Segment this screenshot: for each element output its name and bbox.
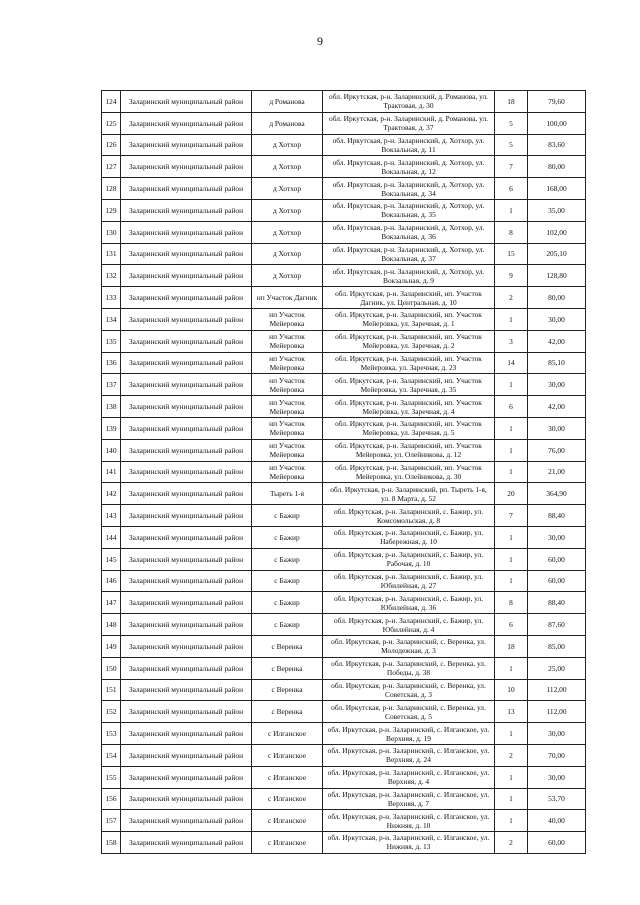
area-cell: 40,00 (528, 810, 586, 832)
quantity-cell: 14 (495, 352, 528, 374)
quantity-cell: 5 (495, 112, 528, 134)
settlement-cell: с Веренка (252, 657, 323, 679)
district-cell: Заларинский муниципальный район (121, 701, 252, 723)
settlement-cell: нп Участок Мейеровка (252, 417, 323, 439)
area-cell: 85,00 (528, 635, 586, 657)
district-cell: Заларинский муниципальный район (121, 91, 252, 113)
row-number-cell: 152 (102, 701, 121, 723)
row-number-cell: 158 (102, 832, 121, 854)
settlement-cell: нп Участок Мейеровка (252, 352, 323, 374)
area-cell: 35,00 (528, 199, 586, 221)
address-cell: обл. Иркутская, р-н. Заларинский, с. Веренка, ул. Молодежная, д. 3 (323, 635, 495, 657)
row-number-cell: 136 (102, 352, 121, 374)
area-cell: 168,00 (528, 178, 586, 200)
settlement-cell: д Романова (252, 112, 323, 134)
address-cell: обл. Иркутская, р-н. Заларинский, рп. Тыреть 1-я, ул. 8 Марта, д. 52 (323, 483, 495, 505)
settlement-cell: д Хотхор (252, 156, 323, 178)
row-number-cell: 156 (102, 788, 121, 810)
table-row (102, 461, 586, 483)
address-cell: обл. Иркутская, р-н. Заларинский, с. Веренка, ул. Советская, д. 3 (323, 679, 495, 701)
address-cell: обл. Иркутская, р-н. Заларинский, нп. Участок Мейеровка, ул. Олейникова, д. 12 (323, 439, 495, 461)
area-cell: 88,40 (528, 592, 586, 614)
area-cell: 70,00 (528, 744, 586, 766)
settlement-cell: с Бажир (252, 505, 323, 527)
quantity-cell: 8 (495, 592, 528, 614)
settlement-cell: д Хотхор (252, 134, 323, 156)
district-cell: Заларинский муниципальный район (121, 635, 252, 657)
area-cell: 112,00 (528, 679, 586, 701)
settlement-cell: с Илганское (252, 810, 323, 832)
row-number-cell: 130 (102, 221, 121, 243)
settlement-cell: с Илганское (252, 766, 323, 788)
table-row (102, 548, 586, 570)
settlement-cell: с Веренка (252, 679, 323, 701)
area-cell: 30,00 (528, 526, 586, 548)
settlement-cell: д Хотхор (252, 221, 323, 243)
settlement-cell: нп Участок Мейеровка (252, 396, 323, 418)
row-number-cell: 143 (102, 505, 121, 527)
row-number-cell: 129 (102, 199, 121, 221)
table-row (102, 766, 586, 788)
table-row (102, 832, 586, 854)
settlement-cell: нп Участок Дагник (252, 287, 323, 309)
district-cell: Заларинский муниципальный район (121, 287, 252, 309)
settlement-cell: с Илганское (252, 744, 323, 766)
district-cell: Заларинский муниципальный район (121, 679, 252, 701)
registry-table (101, 90, 586, 854)
settlement-cell: с Бажир (252, 614, 323, 636)
quantity-cell: 5 (495, 134, 528, 156)
row-number-cell: 145 (102, 548, 121, 570)
row-number-cell: 141 (102, 461, 121, 483)
address-cell: обл. Иркутская, р-н. Заларинский, с. Илганское, ул. Нижняя, д. 10 (323, 810, 495, 832)
area-cell: 30,00 (528, 374, 586, 396)
row-number-cell: 132 (102, 265, 121, 287)
table-row (102, 396, 586, 418)
table-row (102, 352, 586, 374)
district-cell: Заларинский муниципальный район (121, 352, 252, 374)
district-cell: Заларинский муниципальный район (121, 199, 252, 221)
address-cell: обл. Иркутская, р-н. Заларинский, нп. Участок Дагник, ул. Центральная, д. 10 (323, 287, 495, 309)
quantity-cell: 1 (495, 570, 528, 592)
row-number-cell: 150 (102, 657, 121, 679)
district-cell: Заларинский муниципальный район (121, 766, 252, 788)
table-row (102, 788, 586, 810)
district-cell: Заларинский муниципальный район (121, 265, 252, 287)
area-cell: 80,00 (528, 156, 586, 178)
table-row (102, 679, 586, 701)
quantity-cell: 1 (495, 199, 528, 221)
table-row (102, 156, 586, 178)
row-number-cell: 140 (102, 439, 121, 461)
settlement-cell: д Хотхор (252, 243, 323, 265)
table-row (102, 330, 586, 352)
table-row (102, 614, 586, 636)
area-cell: 30,00 (528, 308, 586, 330)
address-cell: обл. Иркутская, р-н. Заларинский, д. Хотхор, ул. Вокзальная, д. 12 (323, 156, 495, 178)
address-cell: обл. Иркутская, р-н. Заларинский, д. Хотхор, ул. Вокзальная, д. 9 (323, 265, 495, 287)
table-row (102, 112, 586, 134)
quantity-cell: 1 (495, 766, 528, 788)
table-row (102, 592, 586, 614)
row-number-cell: 135 (102, 330, 121, 352)
table-row (102, 265, 586, 287)
table-row (102, 287, 586, 309)
quantity-cell: 1 (495, 723, 528, 745)
row-number-cell: 157 (102, 810, 121, 832)
address-cell: обл. Иркутская, р-н. Заларинский, с. Бажир, ул. Набережная, д. 10 (323, 526, 495, 548)
quantity-cell: 18 (495, 91, 528, 113)
table-row (102, 570, 586, 592)
table-row (102, 701, 586, 723)
row-number-cell: 137 (102, 374, 121, 396)
address-cell: обл. Иркутская, р-н. Заларинский, д. Хотхор, ул. Вокзальная, д. 37 (323, 243, 495, 265)
quantity-cell: 2 (495, 287, 528, 309)
address-cell: обл. Иркутская, р-н. Заларинский, д. Хотхор, ул. Вокзальная, д. 34 (323, 178, 495, 200)
quantity-cell: 6 (495, 178, 528, 200)
address-cell: обл. Иркутская, р-н. Заларинский, с. Бажир, ул. Юбилейная, д. 36 (323, 592, 495, 614)
address-cell: обл. Иркутская, р-н. Заларинский, с. Илганское, ул. Верхняя, д. 19 (323, 723, 495, 745)
row-number-cell: 153 (102, 723, 121, 745)
quantity-cell: 1 (495, 657, 528, 679)
district-cell: Заларинский муниципальный район (121, 592, 252, 614)
district-cell: Заларинский муниципальный район (121, 505, 252, 527)
address-cell: обл. Иркутская, р-н. Заларинский, с. Илганское, ул. Верхняя, д. 24 (323, 744, 495, 766)
district-cell: Заларинский муниципальный район (121, 156, 252, 178)
address-cell: обл. Иркутская, р-н. Заларинский, с. Бажир, ул. Комсомольская, д. 8 (323, 505, 495, 527)
table-row (102, 417, 586, 439)
table-row (102, 723, 586, 745)
row-number-cell: 154 (102, 744, 121, 766)
quantity-cell: 20 (495, 483, 528, 505)
table-row (102, 178, 586, 200)
area-cell: 112,00 (528, 701, 586, 723)
district-cell: Заларинский муниципальный район (121, 744, 252, 766)
settlement-cell: нп Участок Мейеровка (252, 308, 323, 330)
settlement-cell: д Хотхор (252, 178, 323, 200)
district-cell: Заларинский муниципальный район (121, 221, 252, 243)
quantity-cell: 9 (495, 265, 528, 287)
row-number-cell: 138 (102, 396, 121, 418)
row-number-cell: 149 (102, 635, 121, 657)
table-row (102, 91, 586, 113)
address-cell: обл. Иркутская, р-н. Заларинский, с. Бажир, ул. Юбилейная, д. 4 (323, 614, 495, 636)
district-cell: Заларинский муниципальный район (121, 723, 252, 745)
address-cell: обл. Иркутская, р-н. Заларинский, нп. Участок Мейеровка, ул. Заречная, д. 4 (323, 396, 495, 418)
area-cell: 100,00 (528, 112, 586, 134)
district-cell: Заларинский муниципальный район (121, 112, 252, 134)
row-number-cell: 124 (102, 91, 121, 113)
district-cell: Заларинский муниципальный район (121, 396, 252, 418)
district-cell: Заларинский муниципальный район (121, 570, 252, 592)
table-row (102, 526, 586, 548)
district-cell: Заларинский муниципальный район (121, 832, 252, 854)
settlement-cell: д Хотхор (252, 265, 323, 287)
address-cell: обл. Иркутская, р-н. Заларинский, с. Веренка, ул. Советская, д. 5 (323, 701, 495, 723)
area-cell: 21,00 (528, 461, 586, 483)
area-cell: 205,10 (528, 243, 586, 265)
quantity-cell: 8 (495, 221, 528, 243)
quantity-cell: 6 (495, 614, 528, 636)
address-cell: обл. Иркутская, р-н. Заларинский, д. Хотхор, ул. Вокзальная, д. 35 (323, 199, 495, 221)
district-cell: Заларинский муниципальный район (121, 548, 252, 570)
row-number-cell: 146 (102, 570, 121, 592)
address-cell: обл. Иркутская, р-н. Заларинский, нп. Участок Мейеровка, ул. Заречная, д. 5 (323, 417, 495, 439)
district-cell: Заларинский муниципальный район (121, 330, 252, 352)
table-row (102, 221, 586, 243)
settlement-cell: с Илганское (252, 723, 323, 745)
row-number-cell: 127 (102, 156, 121, 178)
area-cell: 128,80 (528, 265, 586, 287)
table-row (102, 657, 586, 679)
row-number-cell: 126 (102, 134, 121, 156)
settlement-cell: нп Участок Мейеровка (252, 374, 323, 396)
settlement-cell: с Бажир (252, 548, 323, 570)
address-cell: обл. Иркутская, р-н. Заларинский, нп. Участок Мейеровка, ул. Заречная, д. 23 (323, 352, 495, 374)
area-cell: 76,00 (528, 439, 586, 461)
table-row (102, 505, 586, 527)
address-cell: обл. Иркутская, р-н. Заларинский, нп. Участок Мейеровка, ул. Заречная, д. 1 (323, 308, 495, 330)
settlement-cell: с Илганское (252, 832, 323, 854)
quantity-cell: 10 (495, 679, 528, 701)
quantity-cell: 18 (495, 635, 528, 657)
table-row (102, 439, 586, 461)
quantity-cell: 1 (495, 810, 528, 832)
table-row (102, 483, 586, 505)
table-row (102, 199, 586, 221)
row-number-cell: 133 (102, 287, 121, 309)
address-cell: обл. Иркутская, р-н. Заларинский, нп. Участок Мейеровка, ул. Олейникова, д. 30 (323, 461, 495, 483)
area-cell: 30,00 (528, 766, 586, 788)
area-cell: 83,60 (528, 134, 586, 156)
district-cell: Заларинский муниципальный район (121, 243, 252, 265)
table-row (102, 635, 586, 657)
district-cell: Заларинский муниципальный район (121, 657, 252, 679)
area-cell: 42,00 (528, 330, 586, 352)
quantity-cell: 1 (495, 374, 528, 396)
district-cell: Заларинский муниципальный район (121, 461, 252, 483)
table-row (102, 134, 586, 156)
address-cell: обл. Иркутская, р-н. Заларинский, нп. Участок Мейеровка, ул. Заречная, д. 2 (323, 330, 495, 352)
row-number-cell: 131 (102, 243, 121, 265)
quantity-cell: 1 (495, 417, 528, 439)
table-row (102, 744, 586, 766)
area-cell: 60,00 (528, 548, 586, 570)
row-number-cell: 144 (102, 526, 121, 548)
quantity-cell: 1 (495, 526, 528, 548)
settlement-cell: д Романова (252, 91, 323, 113)
address-cell: обл. Иркутская, р-н. Заларинский, с. Илганское, ул. Верхняя, д. 7 (323, 788, 495, 810)
district-cell: Заларинский муниципальный район (121, 788, 252, 810)
row-number-cell: 151 (102, 679, 121, 701)
address-cell: обл. Иркутская, р-н. Заларинский, с. Бажир, ул. Рабочая, д. 10 (323, 548, 495, 570)
settlement-cell: с Веренка (252, 701, 323, 723)
quantity-cell: 13 (495, 701, 528, 723)
district-cell: Заларинский муниципальный район (121, 374, 252, 396)
area-cell: 30,00 (528, 417, 586, 439)
area-cell: 79,60 (528, 91, 586, 113)
district-cell: Заларинский муниципальный район (121, 526, 252, 548)
address-cell: обл. Иркутская, р-н. Заларинский, с. Илганское, ул. Нижняя, д. 13 (323, 832, 495, 854)
registry-table-body (102, 91, 586, 854)
address-cell: обл. Иркутская, р-н. Заларинский, нп. Участок Мейеровка, ул. Заречная, д. 35 (323, 374, 495, 396)
district-cell: Заларинский муниципальный район (121, 178, 252, 200)
address-cell: обл. Иркутская, р-н. Заларинский, д. Хотхор, ул. Вокзальная, д. 36 (323, 221, 495, 243)
settlement-cell: с Бажир (252, 526, 323, 548)
settlement-cell: с Илганское (252, 788, 323, 810)
area-cell: 42,00 (528, 396, 586, 418)
area-cell: 53,70 (528, 788, 586, 810)
quantity-cell: 2 (495, 832, 528, 854)
row-number-cell: 139 (102, 417, 121, 439)
area-cell: 88,40 (528, 505, 586, 527)
settlement-cell: с Бажир (252, 592, 323, 614)
settlement-cell: д Хотхор (252, 199, 323, 221)
area-cell: 87,60 (528, 614, 586, 636)
quantity-cell: 1 (495, 308, 528, 330)
row-number-cell: 155 (102, 766, 121, 788)
quantity-cell: 6 (495, 396, 528, 418)
district-cell: Заларинский муниципальный район (121, 439, 252, 461)
quantity-cell: 1 (495, 548, 528, 570)
settlement-cell: нп Участок Мейеровка (252, 461, 323, 483)
quantity-cell: 1 (495, 461, 528, 483)
district-cell: Заларинский муниципальный район (121, 614, 252, 636)
address-cell: обл. Иркутская, р-н. Заларинский, с. Бажир, ул. Юбилейная, д. 27 (323, 570, 495, 592)
row-number-cell: 147 (102, 592, 121, 614)
table-row (102, 243, 586, 265)
table-row (102, 810, 586, 832)
address-cell: обл. Иркутская, р-н. Заларинский, с. Илганское, ул. Верхняя, д. 4 (323, 766, 495, 788)
address-cell: обл. Иркутская, р-н. Заларинский, д. Романова, ул. Трактовая, д. 30 (323, 91, 495, 113)
quantity-cell: 1 (495, 439, 528, 461)
district-cell: Заларинский муниципальный район (121, 308, 252, 330)
row-number-cell: 148 (102, 614, 121, 636)
address-cell: обл. Иркутская, р-н. Заларинский, д. Романова, ул. Трактовая, д. 37 (323, 112, 495, 134)
area-cell: 364,90 (528, 483, 586, 505)
row-number-cell: 142 (102, 483, 121, 505)
quantity-cell: 3 (495, 330, 528, 352)
quantity-cell: 2 (495, 744, 528, 766)
area-cell: 60,00 (528, 570, 586, 592)
district-cell: Заларинский муниципальный район (121, 810, 252, 832)
row-number-cell: 134 (102, 308, 121, 330)
area-cell: 30,00 (528, 723, 586, 745)
settlement-cell: с Веренка (252, 635, 323, 657)
district-cell: Заларинский муниципальный район (121, 417, 252, 439)
settlement-cell: с Бажир (252, 570, 323, 592)
area-cell: 60,00 (528, 832, 586, 854)
area-cell: 25,00 (528, 657, 586, 679)
district-cell: Заларинский муниципальный район (121, 134, 252, 156)
district-cell: Заларинский муниципальный район (121, 483, 252, 505)
page-number: 9 (317, 34, 323, 48)
table-row (102, 308, 586, 330)
address-cell: обл. Иркутская, р-н. Заларинский, с. Веренка, ул. Победы, д. 38 (323, 657, 495, 679)
area-cell: 102,00 (528, 221, 586, 243)
table-row (102, 374, 586, 396)
quantity-cell: 7 (495, 156, 528, 178)
settlement-cell: Тыреть 1-я (252, 483, 323, 505)
area-cell: 80,00 (528, 287, 586, 309)
row-number-cell: 128 (102, 178, 121, 200)
area-cell: 85,10 (528, 352, 586, 374)
settlement-cell: нп Участок Мейеровка (252, 439, 323, 461)
address-cell: обл. Иркутская, р-н. Заларинский, д. Хотхор, ул. Вокзальная, д. 11 (323, 134, 495, 156)
row-number-cell: 125 (102, 112, 121, 134)
quantity-cell: 1 (495, 788, 528, 810)
quantity-cell: 15 (495, 243, 528, 265)
quantity-cell: 7 (495, 505, 528, 527)
settlement-cell: нп Участок Мейеровка (252, 330, 323, 352)
